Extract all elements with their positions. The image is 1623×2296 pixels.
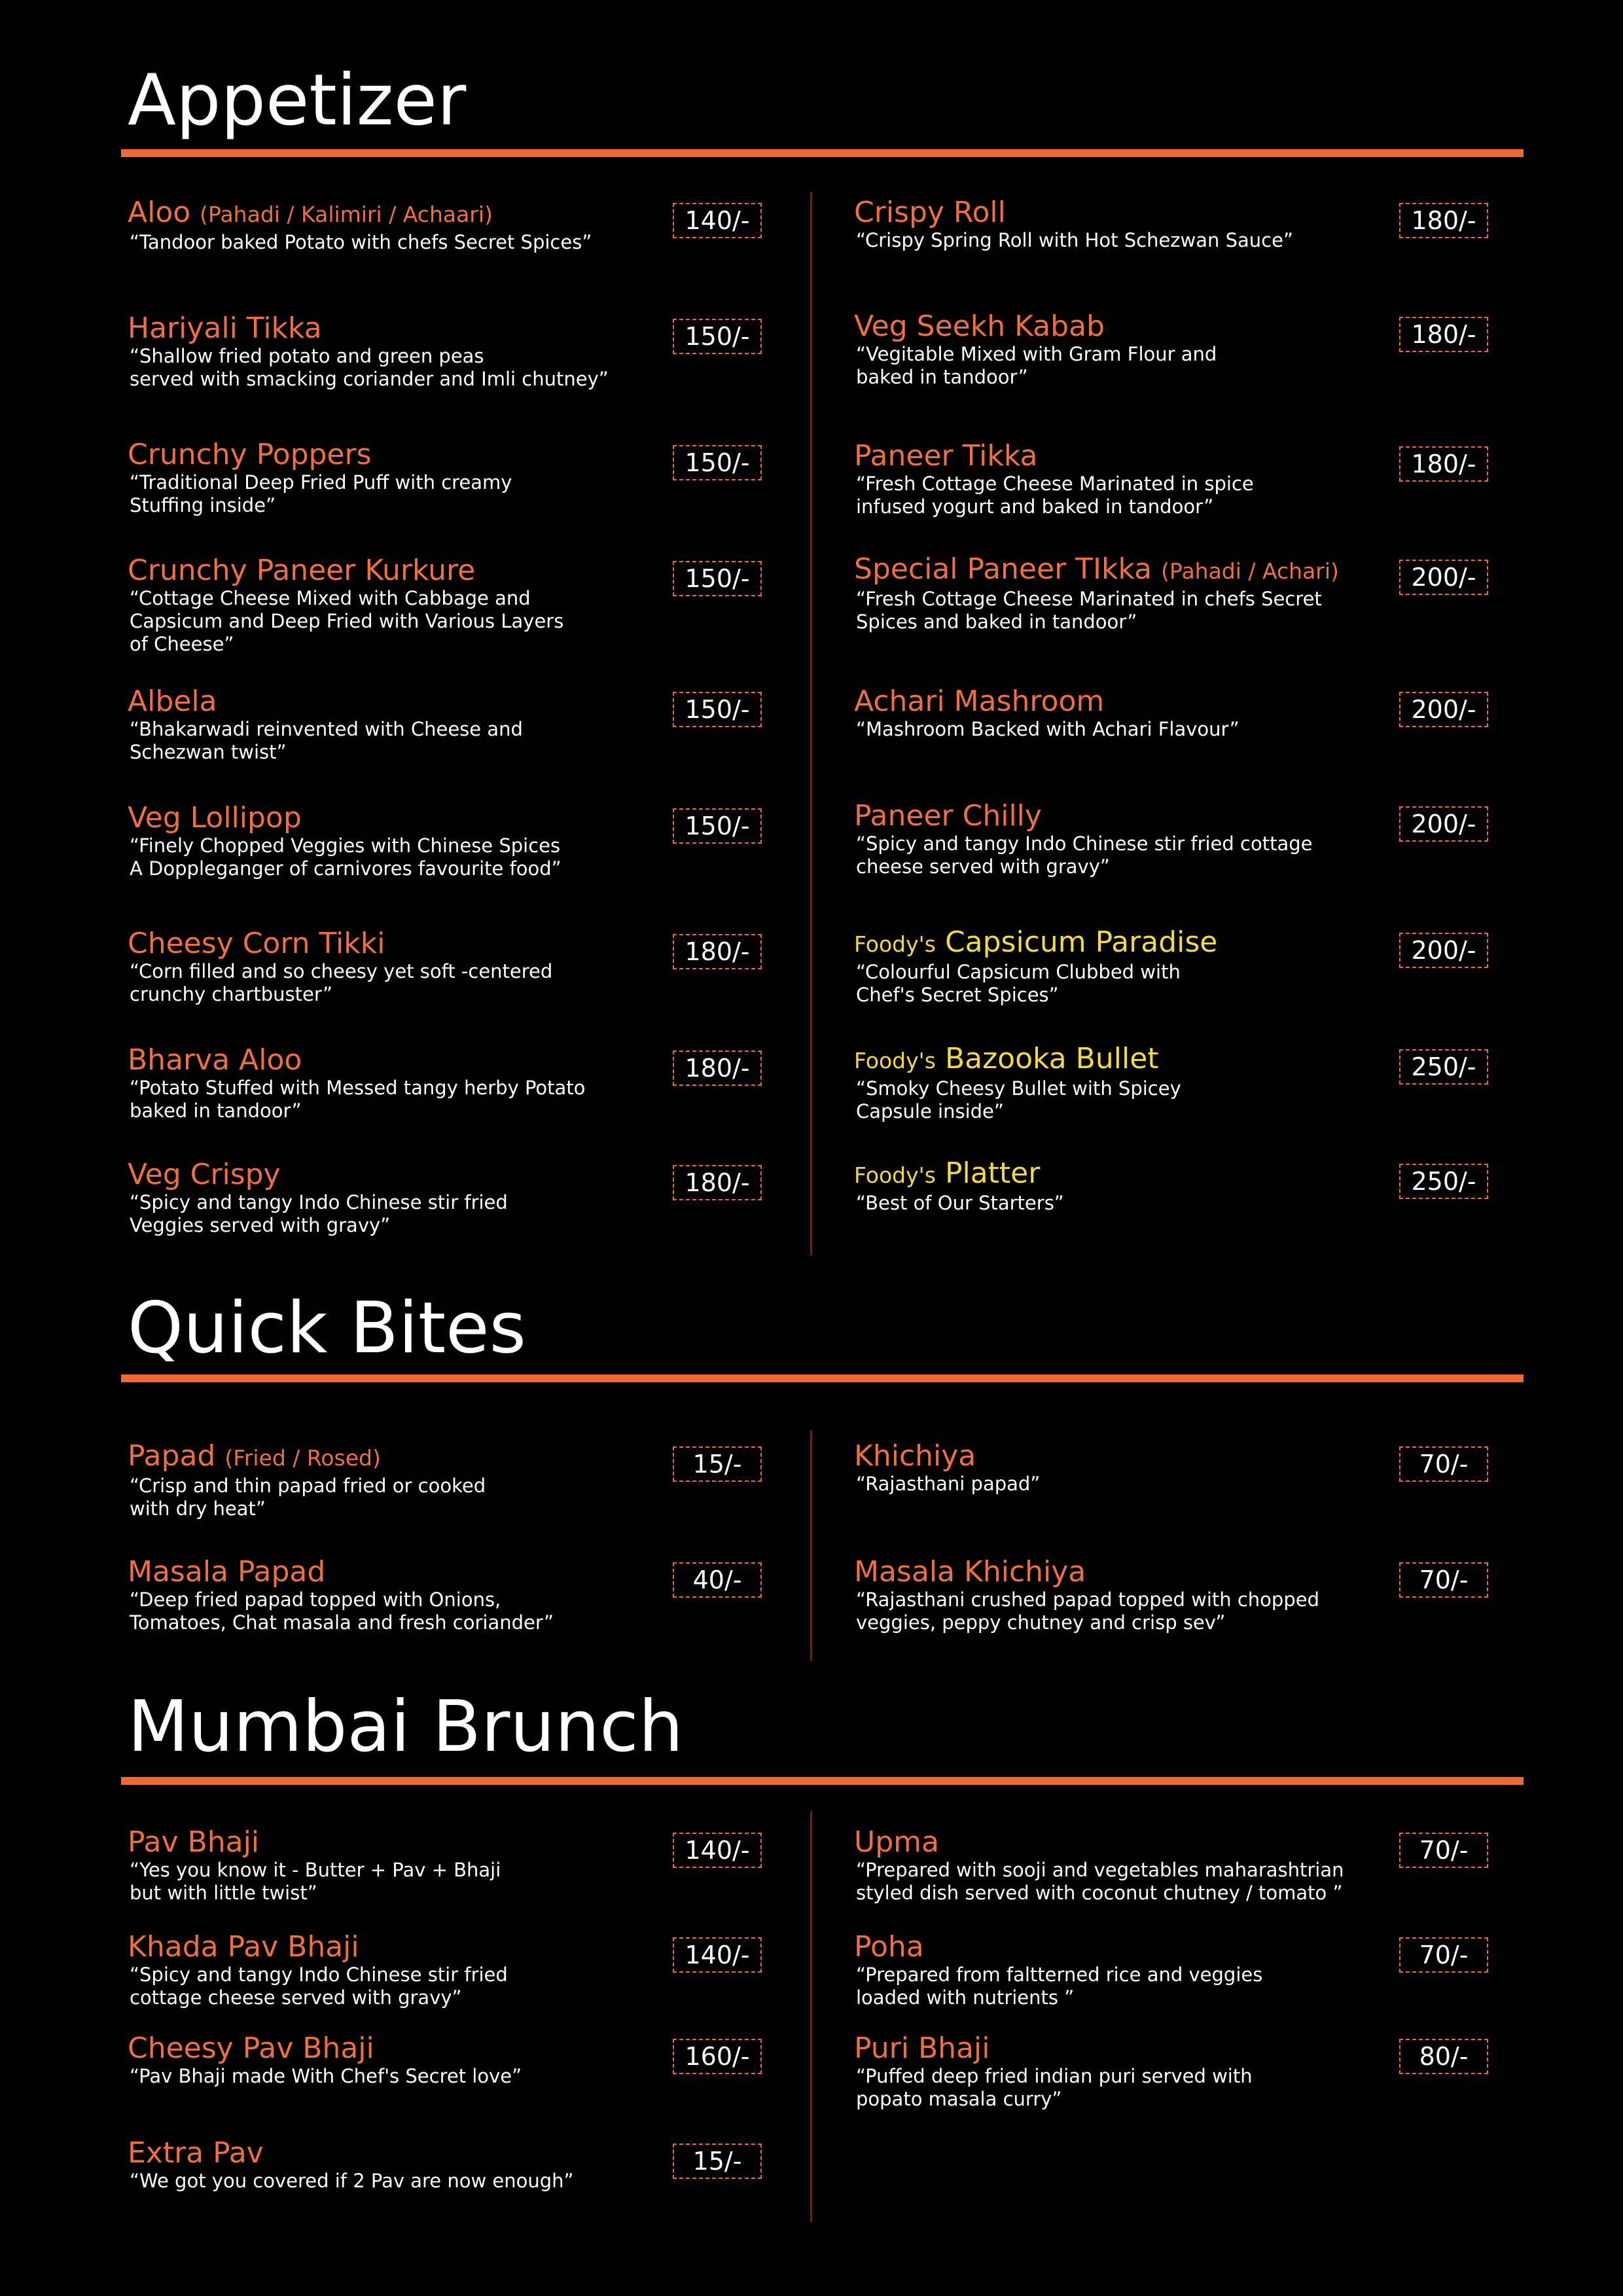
item-description: “Fresh Cottage Cheese Marinated in chefs Secret Spices and baked in tandoor” (856, 588, 1322, 633)
item-price: 160/- (673, 2039, 762, 2074)
menu-item-hariyali-tikka (128, 312, 831, 391)
item-description: “Crispy Spring Roll with Hot Schezwan Sauce” (856, 229, 1293, 251)
menu-item-veg-lollipop (128, 802, 831, 880)
section-title-quick-bites: Quick Bites (128, 1287, 526, 1369)
menu-item-capsicum-paradise (854, 926, 1564, 1007)
item-name: Veg Seekh Kabab (854, 310, 1105, 343)
item-description: “Potato Stuffed with Messed tangy herby Potato baked in tandoor” (130, 1077, 586, 1122)
item-name: Albela (128, 685, 217, 718)
item-price: 150/- (673, 561, 762, 596)
item-name: Aloo (Pahadi / Kalimiri / Achaari) (128, 196, 493, 229)
item-description: “Yes you know it - Butter + Pav + Bhaji but with little twist” (130, 1859, 501, 1904)
menu-item-cheesy-corn-tikki (128, 927, 831, 1006)
item-price: 80/- (1399, 2039, 1488, 2074)
item-name: Crunchy Poppers (128, 438, 372, 471)
item-price: 180/- (673, 1165, 762, 1200)
item-options: (Pahadi / Achari) (1161, 558, 1339, 584)
item-price: 180/- (1399, 317, 1488, 352)
menu-item-puri-bhaji (854, 2032, 1564, 2111)
item-price: 140/- (673, 203, 762, 238)
menu-item-paneer-chilly (854, 800, 1564, 878)
item-description: “Spicy and tangy Indo Chinese stir fried cottage cheese served with gravy” (130, 1964, 508, 2009)
item-name: Foody's Platter (854, 1157, 1041, 1190)
section-divider (121, 1777, 1524, 1785)
menu-item-upma (854, 1826, 1564, 1905)
item-name: Papad (Fried / Rosed) (128, 1439, 381, 1473)
item-price: 200/- (1399, 692, 1488, 727)
item-price: 15/- (673, 2144, 762, 2179)
item-name: Khada Pav Bhaji (128, 1930, 359, 1964)
item-description: “Pav Bhaji made With Chef's Secret love” (130, 2065, 522, 2087)
section-title-mumbai-brunch: Mumbai Brunch (128, 1686, 684, 1768)
menu-item-cheesy-pav-bhaji (128, 2032, 831, 2088)
menu-item-crunchy-paneer-kurkure (128, 554, 831, 656)
item-name: Masala Papad (128, 1555, 326, 1588)
item-price: 200/- (1399, 933, 1488, 968)
menu-item-veg-seekh-kabab (854, 310, 1564, 389)
item-name: Achari Mashroom (854, 685, 1105, 718)
item-description: “Spicy and tangy Indo Chinese stir fried Veggies served with gravy” (130, 1191, 508, 1236)
item-price: 200/- (1399, 806, 1488, 842)
item-name: Crispy Roll (854, 196, 1006, 229)
menu-item-khichiya (854, 1440, 1564, 1496)
item-name: Pav Bhaji (128, 1825, 260, 1859)
menu-item-bazooka-bullet (854, 1043, 1564, 1123)
item-name: Veg Crispy (128, 1158, 281, 1191)
item-price: 70/- (1399, 1562, 1488, 1598)
item-description: “Prepared from faltterned rice and veggies loaded with nutrients ” (856, 1964, 1263, 2009)
item-description: “Colourful Capsicum Clubbed with Chef's Secret Spices” (856, 961, 1181, 1006)
item-options: (Fried / Rosed) (224, 1445, 381, 1471)
item-price: 15/- (673, 1446, 762, 1482)
item-price: 70/- (1399, 1833, 1488, 1868)
item-name: Special Paneer TIkka (Pahadi / Achari) (854, 552, 1339, 586)
item-price: 70/- (1399, 1446, 1488, 1482)
menu-item-veg-crispy (128, 1158, 831, 1237)
menu-item-achari-mashroom (854, 685, 1564, 741)
item-price: 250/- (1399, 1049, 1488, 1085)
item-name: Masala Khichiya (854, 1555, 1086, 1588)
item-description: “Rajasthani papad” (856, 1473, 1041, 1495)
item-description: “Cottage Cheese Mixed with Cabbage and Capsicum and Deep Fried with Various Layers of Cheese” (130, 587, 564, 655)
item-price: 150/- (673, 692, 762, 727)
item-price: 180/- (1399, 203, 1488, 238)
item-name: Poha (854, 1930, 924, 1964)
item-description: “Spicy and tangy Indo Chinese stir fried cottage cheese served with gravy” (856, 833, 1313, 878)
item-price: 180/- (1399, 446, 1488, 482)
item-name: Paneer Chilly (854, 799, 1042, 833)
item-price: 180/- (673, 1050, 762, 1086)
item-price: 70/- (1399, 1937, 1488, 1973)
menu-item-khada-pav-bhaji (128, 1931, 831, 2009)
item-price: 40/- (673, 1562, 762, 1598)
item-description: “Bhakarwadi reinvented with Cheese and Schezwan twist” (130, 718, 523, 763)
menu-item-masala-papad (128, 1556, 831, 1634)
menu-item-pav-bhaji (128, 1826, 831, 1905)
menu-item-platter (854, 1157, 1564, 1215)
brand-prefix: Foody's (854, 931, 936, 957)
item-options: (Pahadi / Kalimiri / Achaari) (200, 202, 493, 227)
brand-prefix: Foody's (854, 1048, 936, 1073)
menu-item-crispy-roll (854, 196, 1564, 252)
menu-item-crunchy-poppers (128, 439, 831, 517)
item-name: Paneer Tikka (854, 439, 1038, 473)
menu-item-paneer-tikka (854, 440, 1564, 518)
item-name: Bharva Aloo (128, 1043, 302, 1077)
item-description: “Traditional Deep Fried Puff with creamy Stuffing inside” (130, 471, 512, 516)
item-description: “Fresh Cottage Cheese Marinated in spice infused yogurt and baked in tandoor” (856, 473, 1254, 518)
item-price: 140/- (673, 1937, 762, 1973)
menu-item-papad (128, 1440, 831, 1520)
menu-item-masala-khichiya (854, 1556, 1564, 1634)
item-description: “Rajasthani crushed papad topped with chopped veggies, peppy chutney and crisp sev” (856, 1588, 1319, 1634)
item-name: Crunchy Paneer Kurkure (128, 554, 476, 587)
item-description: “Puffed deep fried indian puri served with popato masala curry” (856, 2065, 1253, 2110)
item-name: Foody's Capsicum Paradise (854, 925, 1218, 959)
item-description: “Finely Chopped Veggies with Chinese Spices A Doppleganger of carnivores favourite food” (130, 834, 562, 880)
item-name: Hariyali Tikka (128, 312, 322, 345)
item-description: “Smoky Cheesy Bullet with Spicey Capsule inside” (856, 1077, 1181, 1122)
item-name: Cheesy Corn Tikki (128, 927, 385, 960)
item-price: 250/- (1399, 1164, 1488, 1199)
item-price: 180/- (673, 934, 762, 969)
item-description: “Deep fried papad topped with Onions, Tomatoes, Chat masala and fresh coriander” (130, 1588, 554, 1634)
item-description: “We got you covered if 2 Pav are now enough” (130, 2170, 574, 2192)
menu-item-bharva-aloo (128, 1044, 831, 1122)
item-description: “Prepared with sooji and vegetables maharashtrian styled dish served with coconut chutney / tomato ” (856, 1859, 1344, 1904)
item-description: “Mashroom Backed with Achari Flavour” (856, 718, 1240, 740)
item-description: “Shallow fried potato and green peas served with smacking coriander and Imli chutney” (130, 345, 609, 390)
menu-item-special-paneer-tikka (854, 553, 1564, 634)
section-divider (121, 1374, 1524, 1382)
item-price: 200/- (1399, 560, 1488, 595)
menu-item-extra-pav (128, 2137, 831, 2193)
item-description: “Vegitable Mixed with Gram Flour and baked in tandoor” (856, 343, 1217, 388)
item-name: Khichiya (854, 1439, 976, 1473)
item-name: Foody's Bazooka Bullet (854, 1042, 1159, 1075)
item-price: 150/- (673, 445, 762, 480)
item-description: “Crisp and thin papad fried or cooked with dry heat” (130, 1475, 486, 1520)
menu-item-poha (854, 1931, 1564, 2009)
item-name: Upma (854, 1825, 939, 1859)
item-price: 150/- (673, 319, 762, 354)
item-name: Puri Bhaji (854, 2032, 990, 2065)
menu-item-albela (128, 685, 831, 764)
menu-item-aloo (128, 196, 831, 254)
item-price: 150/- (673, 808, 762, 844)
item-description: “Best of Our Starters” (856, 1192, 1064, 1214)
item-price: 140/- (673, 1833, 762, 1868)
item-name: Extra Pav (128, 2136, 264, 2170)
brand-prefix: Foody's (854, 1162, 936, 1188)
item-name: Veg Lollipop (128, 801, 302, 834)
section-title-appetizer: Appetizer (128, 60, 467, 141)
section-divider (121, 149, 1524, 157)
item-description: “Tandoor baked Potato with chefs Secret Spices” (130, 231, 592, 253)
item-description: “Corn filled and so cheesy yet soft -centered crunchy chartbuster” (130, 960, 553, 1005)
item-name: Cheesy Pav Bhaji (128, 2032, 374, 2065)
